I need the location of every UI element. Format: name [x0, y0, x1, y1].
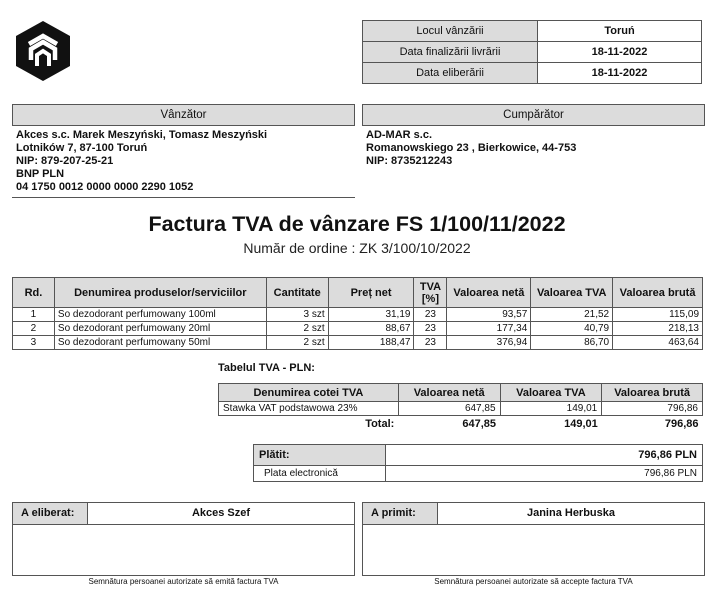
col-qty: Cantitate	[266, 278, 328, 308]
col-gross: Valoarea brută	[613, 278, 703, 308]
vat-table	[218, 383, 703, 432]
col-vat-rate	[414, 278, 447, 308]
row-name: So dezodorant perfumowany 20ml	[54, 322, 266, 336]
seller-bank: BNP PLN	[16, 168, 65, 180]
vat-row-vat: 149,01	[500, 402, 602, 416]
issue-date-label: Data eliberării	[363, 63, 538, 84]
row-price: 188,47	[328, 336, 414, 350]
buyer-block	[362, 104, 705, 171]
issue-date-value: 18-11-2022	[538, 63, 702, 84]
row-vat: 23	[414, 308, 447, 322]
seller-address: Lotników 7, 87-100 Toruń	[16, 142, 148, 154]
row-vat-value: 21,52	[531, 308, 613, 322]
row-net: 177,34	[447, 322, 531, 336]
col-vat-rate-a: TVA	[419, 280, 442, 293]
vat-total-row	[219, 416, 703, 432]
place-label: Locul vânzării	[363, 21, 538, 42]
receiver-signature-box	[362, 502, 705, 576]
row-vat-value: 40,79	[531, 322, 613, 336]
row-qty: 2 szt	[266, 336, 328, 350]
vat-total-vat: 149,01	[564, 417, 598, 430]
row-vat-value: 86,70	[531, 336, 613, 350]
table-row	[219, 402, 703, 416]
seller-header: Vânzător	[12, 104, 355, 126]
payment-method-amount: 796,86 PLN	[386, 466, 703, 482]
col-no: Rd.	[13, 278, 55, 308]
row-gross: 463,64	[613, 336, 703, 350]
vat-row-gross: 796,86	[602, 402, 703, 416]
delivery-date-label: Data finalizării livrării	[363, 42, 538, 63]
invoice-title: Factura TVA de vânzare FS 1/100/11/2022	[148, 212, 566, 236]
col-price: Preț net	[328, 278, 414, 308]
buyer-name: AD-MAR s.c.	[366, 129, 433, 141]
paid-amount: 796,86 PLN	[386, 445, 703, 466]
order-number: Număr de ordine : ZK 3/100/10/2022	[243, 240, 471, 256]
row-no: 2	[13, 322, 55, 336]
row-vat: 23	[414, 336, 447, 350]
place-value: Toruń	[538, 21, 702, 42]
seller-block	[12, 104, 355, 198]
vat-col-net: Valoarea netă	[398, 384, 500, 402]
vat-col-vat: Valoarea TVA	[500, 384, 602, 402]
row-gross: 115,09	[613, 308, 703, 322]
seller-nip: NIP: 879-207-25-21	[16, 155, 114, 167]
row-net: 93,57	[447, 308, 531, 322]
row-no: 1	[13, 308, 55, 322]
receiver-signature-note: Semnătura persoanei autorizate să accepte factura TVA	[434, 577, 633, 586]
paid-label: Plătit:	[254, 445, 386, 466]
buyer-header: Cumpărător	[362, 104, 705, 126]
row-vat: 23	[414, 322, 447, 336]
seller-name: Akces s.c. Marek Meszyński, Tomasz Meszyński	[16, 129, 268, 141]
issuer-signature-box	[12, 502, 355, 576]
company-logo-icon	[12, 20, 74, 82]
col-vat-rate-b: [%]	[421, 292, 439, 305]
row-gross: 218,13	[613, 322, 703, 336]
row-qty: 3 szt	[266, 308, 328, 322]
row-price: 88,67	[328, 322, 414, 336]
table-row	[13, 336, 703, 350]
vat-total-label: Total:	[365, 417, 395, 430]
col-net: Valoarea netă	[447, 278, 531, 308]
received-by-label: A primit:	[363, 503, 438, 524]
row-name: So dezodorant perfumowany 100ml	[54, 308, 266, 322]
row-name: So dezodorant perfumowany 50ml	[54, 336, 266, 350]
issued-by-label: A eliberat:	[13, 503, 88, 524]
seller-account: 04 1750 0012 0000 0000 2290 1052	[16, 181, 194, 193]
vat-table-title: Tabelul TVA - PLN:	[218, 362, 315, 374]
received-by-name: Janina Herbuska	[526, 507, 616, 519]
table-row	[13, 322, 703, 336]
row-no: 3	[13, 336, 55, 350]
row-price: 31,19	[328, 308, 414, 322]
vat-col-rate: Denumirea cotei TVA	[219, 384, 399, 402]
payment-table	[253, 444, 703, 482]
row-net: 376,94	[447, 336, 531, 350]
table-row	[13, 308, 703, 322]
delivery-date-value: 18-11-2022	[538, 42, 702, 63]
buyer-address: Romanowskiego 23 , Bierkowice, 44-753	[366, 142, 577, 154]
items-table	[12, 277, 703, 350]
vat-total-net: 647,85	[462, 417, 497, 430]
vat-col-gross: Valoarea brută	[602, 384, 703, 402]
row-qty: 2 szt	[266, 322, 328, 336]
invoice-meta-table	[362, 20, 702, 84]
buyer-nip: NIP: 8735212243	[366, 155, 453, 167]
vat-row-net: 647,85	[398, 402, 500, 416]
col-vat-value: Valoarea TVA	[531, 278, 613, 308]
col-name: Denumirea produselor/serviciilor	[54, 278, 266, 308]
vat-total-gross: 796,86	[664, 417, 699, 430]
issued-by-name: Akces Szef	[191, 507, 251, 519]
issuer-signature-note: Semnătura persoanei autorizate să emită factura TVA	[88, 577, 279, 586]
vat-rate-name: Stawka VAT podstawowa 23%	[219, 402, 399, 416]
payment-method: Plata electronică	[254, 466, 386, 482]
